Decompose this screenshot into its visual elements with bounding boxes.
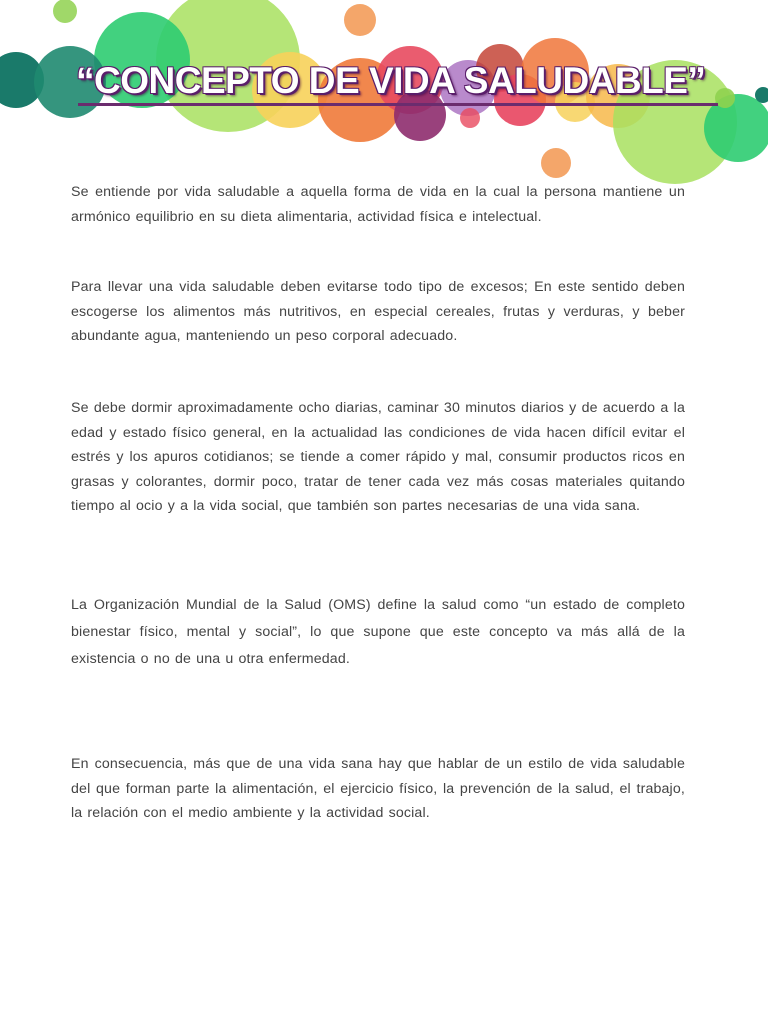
title-underline <box>78 103 718 106</box>
paragraph-3: Se debe dormir aproximadamente ocho diarias, caminar 30 minutos diarios y de acuerdo a la edad y estado físico general, en la actualidad las condiciones de vida hacen difícil evitar el estrés y los apuros cotidianos; se tiende a comer rápido y mal, consumir productos ricos en grasas y colorantes, dormir poco, tratar de tener cada vez más cosas materiales quitando tiempo al ocio y a la vida social, que también son partes necesarias de una vida sana. <box>71 400 685 515</box>
paragraph-4: La Organización Mundial de la Salud (OMS) define la salud como “un estado de completo bienestar físico, mental y social”, lo que supone que este concepto va más allá de la existencia o no de una u otra enfermedad. <box>71 597 685 667</box>
decor-circle <box>715 88 735 108</box>
page-title: “CONCEPTO DE VIDA SALUDABLE” <box>76 60 706 101</box>
header-banner <box>0 0 768 190</box>
paragraph-5: En consecuencia, más que de una vida sana hay que hablar de un estilo de vida saludable del que forman parte la alimentación, el ejercicio físico, la prevención de la salud, el trabajo, la relación con el medio ambiente y la actividad social. <box>71 756 685 822</box>
decor-circle <box>344 4 376 36</box>
decor-circle <box>541 148 571 178</box>
paragraph-2: Para llevar una vida saludable deben evitarse todo tipo de excesos; En este sentido deben escogerse los alimentos más nutritivos, en especial cereales, frutas y verduras, y beber abundante agua, manteniendo un peso corporal adecuado. <box>71 279 685 345</box>
decor-circle <box>53 0 77 23</box>
decor-circle <box>460 108 480 128</box>
paragraph-1: Se entiende por vida saludable a aquella forma de vida en la cual la persona mantiene un armónico equilibrio en su dieta alimentaria, actividad física e intelectual. <box>71 184 685 225</box>
